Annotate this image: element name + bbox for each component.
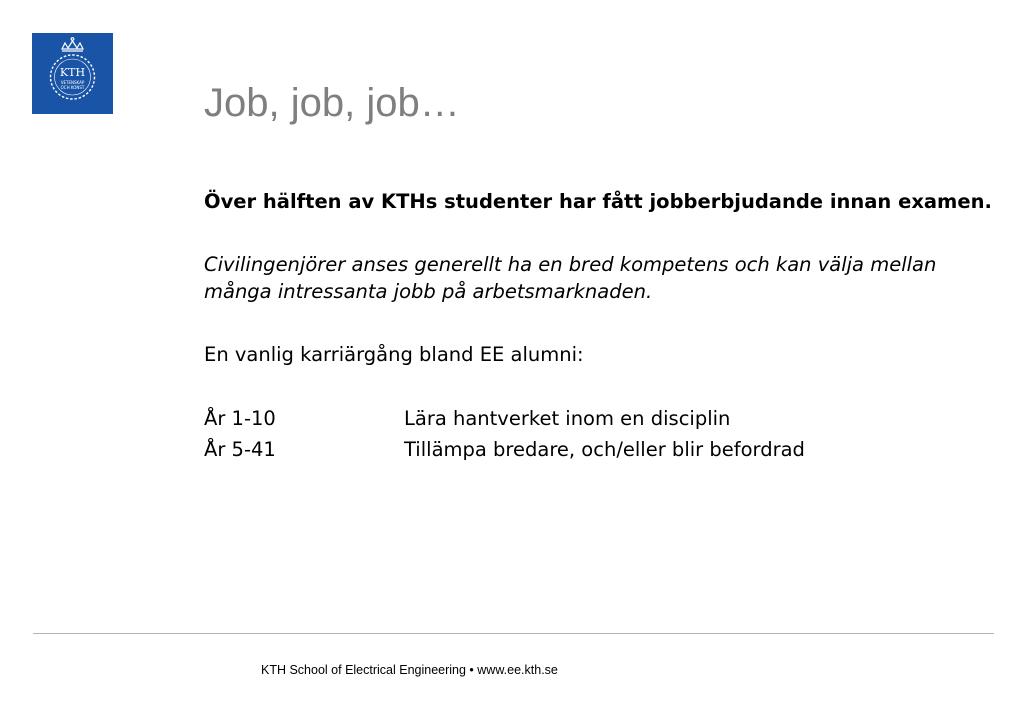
slide-content: [204, 188, 994, 465]
career-list: [204, 403, 994, 465]
paragraph-italic: Civilingenjörer anses generellt ha en bred kompetens och kan välja mellan många intressanta jobb på arbetsmarknaden.: [204, 253, 937, 303]
career-description: Tillämpa bredare, och/eller blir befordrad: [404, 438, 805, 461]
career-description: Lära hantverket inom en disciplin: [404, 407, 731, 430]
kth-logo-icon: [32, 33, 113, 114]
career-years: År 1-10: [204, 407, 276, 430]
career-years: År 5-41: [204, 438, 276, 461]
logo-text-main: KTH: [59, 66, 86, 79]
career-row: [204, 434, 994, 465]
logo-text-line1: VETENSKAP: [60, 80, 85, 85]
slide-title: Job, job, job…: [204, 81, 460, 125]
logo-text-line2: OCH KONST: [60, 85, 85, 90]
paragraph-bold: Över hälften av KTHs studenter har fått jobberbjudande innan examen.: [204, 190, 992, 213]
footer-divider: [33, 633, 994, 634]
footer-text: KTH School of Electrical Engineering • www.ee.kth.se: [261, 663, 558, 677]
paragraph-intro: En vanlig karriärgång bland EE alumni:: [204, 343, 584, 366]
career-row: [204, 403, 994, 434]
